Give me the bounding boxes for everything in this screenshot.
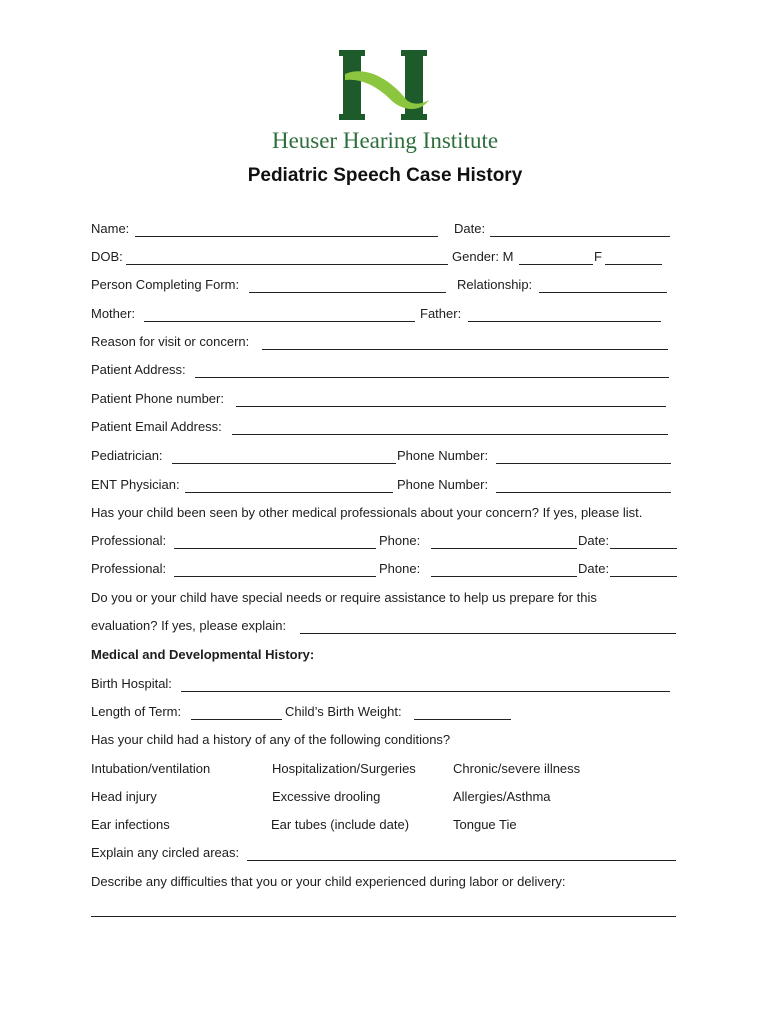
seen-other-row	[91, 505, 681, 525]
phone-2-label: Phone:	[379, 561, 421, 576]
condition-item[interactable]: Tongue Tie	[453, 817, 517, 832]
condition-item[interactable]: Head injury	[91, 789, 157, 804]
date-label: Date:	[454, 221, 486, 236]
father-label: Father:	[420, 306, 462, 321]
professional-1-label: Professional:	[91, 533, 167, 548]
person-completing-row	[91, 277, 671, 297]
condition-item[interactable]: Ear infections	[91, 817, 170, 832]
pediatrician-phone-label: Phone Number:	[397, 448, 489, 463]
name-date-row	[91, 221, 671, 241]
conditions-row-2	[91, 789, 681, 809]
mother-label: Mother:	[91, 306, 136, 321]
medical-history-heading: Medical and Developmental History:	[91, 647, 315, 662]
gender-m-field[interactable]	[519, 264, 593, 265]
person-completing-label: Person Completing Form:	[91, 277, 240, 292]
parents-row	[91, 306, 671, 326]
pediatrician-row	[91, 448, 671, 468]
professional-2-row	[91, 561, 681, 581]
patient-email-field[interactable]	[232, 434, 668, 435]
form-title: Pediatric Speech Case History	[247, 165, 523, 186]
gender-f-label: F	[594, 249, 602, 264]
ent-field[interactable]	[185, 492, 393, 493]
birth-hospital-field[interactable]	[181, 691, 670, 692]
condition-item[interactable]: Intubation/ventilation	[91, 761, 211, 776]
birth-weight-label: Child’s Birth Weight:	[285, 704, 402, 719]
conditions-row-3	[91, 817, 681, 837]
pediatrician-field[interactable]	[172, 463, 396, 464]
length-of-term-label: Length of Term:	[91, 704, 182, 719]
date-2-label: Date:	[578, 561, 610, 576]
conditions-question-row	[91, 732, 681, 752]
date-1-field[interactable]	[610, 548, 677, 549]
professional-1-row	[91, 533, 681, 553]
pediatrician-phone-field[interactable]	[496, 463, 671, 464]
birth-weight-field[interactable]	[414, 719, 511, 720]
explain-circled-row	[91, 845, 681, 865]
patient-address-row	[91, 362, 671, 382]
difficulties-question: Describe any difficulties that you or your child experienced during labor or delivery:	[91, 874, 566, 889]
name-label: Name:	[91, 221, 130, 236]
patient-email-label: Patient Email Address:	[91, 419, 222, 434]
relationship-label: Relationship:	[457, 277, 533, 292]
phone-1-field[interactable]	[431, 548, 577, 549]
gender-f-field[interactable]	[605, 264, 662, 265]
difficulties-row	[91, 874, 681, 894]
ent-phone-label: Phone Number:	[397, 477, 489, 492]
conditions-row-1	[91, 761, 681, 781]
special-needs-row-1	[91, 590, 681, 610]
professional-2-label: Professional:	[91, 561, 167, 576]
logo	[0, 44, 770, 124]
professional-2-field[interactable]	[174, 576, 376, 577]
special-needs-row-2	[91, 618, 681, 638]
special-needs-field[interactable]	[300, 633, 676, 634]
date-2-field[interactable]	[610, 576, 677, 577]
birth-hospital-label: Birth Hospital:	[91, 676, 172, 691]
phone-1-label: Phone:	[379, 533, 421, 548]
phone-2-field[interactable]	[431, 576, 577, 577]
dob-field[interactable]	[126, 264, 448, 265]
date-1-label: Date:	[578, 533, 610, 548]
reason-label: Reason for visit or concern:	[91, 334, 250, 349]
patient-address-label: Patient Address:	[91, 362, 186, 377]
condition-item[interactable]: Chronic/severe illness	[453, 761, 581, 776]
dob-label: DOB:	[91, 249, 123, 264]
ent-label: ENT Physician:	[91, 477, 180, 492]
gender-label: Gender: M	[452, 249, 514, 264]
explain-circled-field[interactable]	[247, 860, 676, 861]
patient-phone-label: Patient Phone number:	[91, 391, 224, 406]
name-field[interactable]	[135, 236, 438, 237]
dob-gender-row	[91, 249, 671, 269]
special-needs-question: Do you or your child have special needs or require assistance to help us prepare for this	[91, 590, 597, 605]
explain-circled-label: Explain any circled areas:	[91, 845, 240, 860]
mother-field[interactable]	[144, 321, 415, 322]
term-weight-row	[91, 704, 681, 724]
condition-item[interactable]: Allergies/Asthma	[453, 789, 551, 804]
birth-hospital-row	[91, 676, 681, 696]
patient-address-field[interactable]	[195, 377, 669, 378]
org-name: Heuser Hearing Institute	[271, 128, 499, 153]
reason-row	[91, 334, 671, 354]
medical-heading-row	[91, 647, 681, 667]
ent-row	[91, 477, 671, 497]
seen-other-question: Has your child been seen by other medical professionals about your concern? If yes, please list.	[91, 505, 643, 520]
condition-item[interactable]: Ear tubes (include date)	[271, 817, 410, 832]
heuser-h-logo-icon	[339, 44, 431, 124]
person-completing-field[interactable]	[249, 292, 446, 293]
patient-phone-field[interactable]	[236, 406, 666, 407]
special-needs-explain-label: evaluation? If yes, please explain:	[91, 618, 287, 633]
conditions-question: Has your child had a history of any of the following conditions?	[91, 732, 451, 747]
pediatrician-label: Pediatrician:	[91, 448, 163, 463]
relationship-field[interactable]	[539, 292, 667, 293]
ent-phone-field[interactable]	[496, 492, 671, 493]
patient-email-row	[91, 419, 671, 439]
patient-phone-row	[91, 391, 671, 411]
condition-item[interactable]: Hospitalization/Surgeries	[272, 761, 416, 776]
reason-field[interactable]	[262, 349, 668, 350]
father-field[interactable]	[468, 321, 661, 322]
length-of-term-field[interactable]	[191, 719, 282, 720]
date-field[interactable]	[490, 236, 670, 237]
difficulties-answer-row	[91, 901, 681, 921]
difficulties-field[interactable]	[91, 916, 676, 917]
professional-1-field[interactable]	[174, 548, 376, 549]
condition-item[interactable]: Excessive drooling	[272, 789, 381, 804]
